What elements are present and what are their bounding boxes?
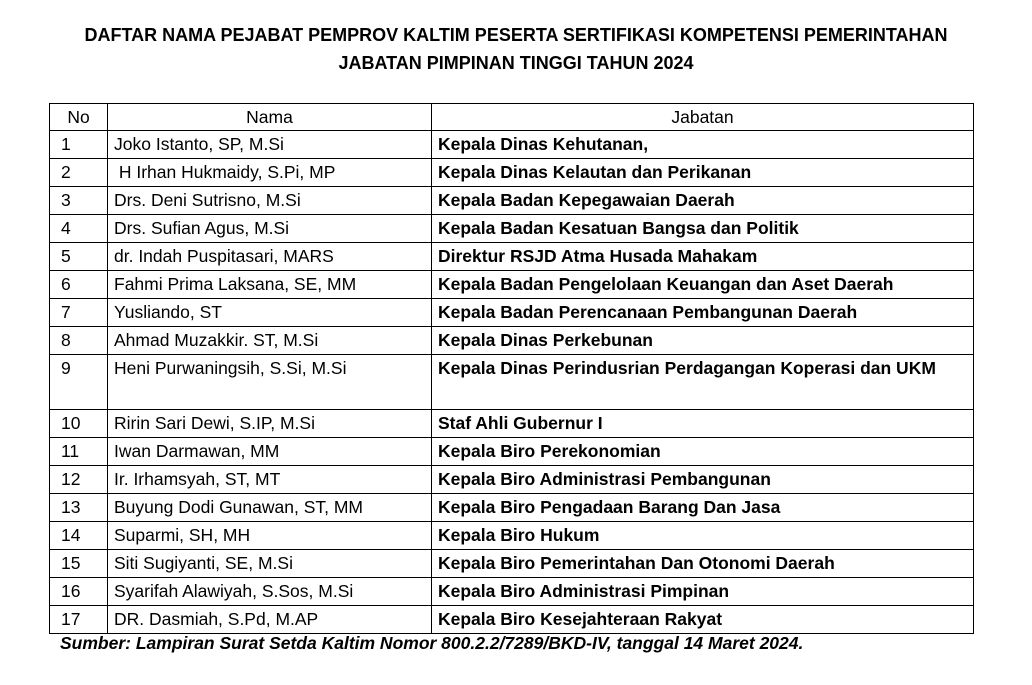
cell-nama: Buyung Dodi Gunawan, ST, MM xyxy=(108,494,432,522)
cell-jabatan: Direktur RSJD Atma Husada Mahakam xyxy=(432,243,974,271)
cell-nama: Ir. Irhamsyah, ST, MT xyxy=(108,466,432,494)
table-row xyxy=(50,243,974,271)
cell-nama: Suparmi, SH, MH xyxy=(108,522,432,550)
title-line-1: DAFTAR NAMA PEJABAT PEMPROV KALTIM PESERTA SERTIFIKASI KOMPETENSI PEMERINTAHAN xyxy=(84,25,948,45)
cell-nama: Syarifah Alawiyah, S.Sos, M.Si xyxy=(108,578,432,606)
header-nama: Nama xyxy=(108,104,432,131)
cell-no: 12 xyxy=(50,466,108,494)
cell-no: 15 xyxy=(50,550,108,578)
cell-no: 17 xyxy=(50,606,108,634)
table-row xyxy=(50,327,974,355)
cell-nama: DR. Dasmiah, S.Pd, M.AP xyxy=(108,606,432,634)
document-title xyxy=(0,21,1032,77)
cell-no: 5 xyxy=(50,243,108,271)
cell-nama: Siti Sugiyanti, SE, M.Si xyxy=(108,550,432,578)
cell-jabatan: Kepala Dinas Kehutanan, xyxy=(432,131,974,159)
cell-jabatan: Kepala Biro Pemerintahan Dan Otonomi Daerah xyxy=(432,550,974,578)
table-row xyxy=(50,299,974,327)
cell-no: 13 xyxy=(50,494,108,522)
cell-nama: Heni Purwaningsih, S.Si, M.Si xyxy=(108,355,432,410)
cell-nama: Fahmi Prima Laksana, SE, MM xyxy=(108,271,432,299)
cell-nama: Yusliando, ST xyxy=(108,299,432,327)
cell-jabatan: Kepala Badan Perencanaan Pembangunan Daerah xyxy=(432,299,974,327)
cell-no: 2 xyxy=(50,159,108,187)
table-row xyxy=(50,131,974,159)
source-note: Sumber: Lampiran Surat Setda Kaltim Nomor 800.2.2/7289/BKD-IV, tanggal 14 Maret 2024. xyxy=(60,633,804,653)
cell-nama: Iwan Darmawan, MM xyxy=(108,438,432,466)
cell-jabatan: Kepala Biro Kesejahteraan Rakyat xyxy=(432,606,974,634)
table-row xyxy=(50,215,974,243)
cell-no: 3 xyxy=(50,187,108,215)
cell-no: 7 xyxy=(50,299,108,327)
cell-nama: Drs. Deni Sutrisno, M.Si xyxy=(108,187,432,215)
cell-nama: H Irhan Hukmaidy, S.Pi, MP xyxy=(108,159,432,187)
cell-jabatan: Kepala Biro Perekonomian xyxy=(432,438,974,466)
table-header-row xyxy=(50,104,974,131)
cell-jabatan: Kepala Biro Administrasi Pimpinan xyxy=(432,578,974,606)
table-row xyxy=(50,187,974,215)
cell-jabatan: Kepala Dinas Perindusrian Perdagangan Koperasi dan UKM xyxy=(432,355,974,410)
cell-jabatan: Kepala Badan Kepegawaian Daerah xyxy=(432,187,974,215)
cell-jabatan: Kepala Biro Pengadaan Barang Dan Jasa xyxy=(432,494,974,522)
table-row xyxy=(50,355,974,410)
cell-no: 8 xyxy=(50,327,108,355)
cell-no: 11 xyxy=(50,438,108,466)
header-jabatan: Jabatan xyxy=(432,104,974,131)
cell-jabatan: Staf Ahli Gubernur I xyxy=(432,410,974,438)
cell-no: 10 xyxy=(50,410,108,438)
cell-nama: Joko Istanto, SP, M.Si xyxy=(108,131,432,159)
cell-nama: dr. Indah Puspitasari, MARS xyxy=(108,243,432,271)
cell-nama: Ahmad Muzakkir. ST, M.Si xyxy=(108,327,432,355)
cell-nama: Drs. Sufian Agus, M.Si xyxy=(108,215,432,243)
title-line-2: JABATAN PIMPINAN TINGGI TAHUN 2024 xyxy=(338,53,694,73)
table-row xyxy=(50,466,974,494)
table-row xyxy=(50,606,974,634)
table-row xyxy=(50,271,974,299)
cell-jabatan: Kepala Biro Hukum xyxy=(432,522,974,550)
table-row xyxy=(50,410,974,438)
cell-nama: Ririn Sari Dewi, S.IP, M.Si xyxy=(108,410,432,438)
table-row xyxy=(50,578,974,606)
cell-no: 14 xyxy=(50,522,108,550)
cell-no: 4 xyxy=(50,215,108,243)
cell-no: 1 xyxy=(50,131,108,159)
cell-jabatan: Kepala Dinas Kelautan dan Perikanan xyxy=(432,159,974,187)
cell-no: 9 xyxy=(50,355,108,410)
cell-no: 6 xyxy=(50,271,108,299)
table-row xyxy=(50,550,974,578)
cell-jabatan: Kepala Badan Kesatuan Bangsa dan Politik xyxy=(432,215,974,243)
cell-jabatan: Kepala Dinas Perkebunan xyxy=(432,327,974,355)
table-row xyxy=(50,159,974,187)
table-row xyxy=(50,438,974,466)
table-row xyxy=(50,494,974,522)
header-no: No xyxy=(50,104,108,131)
officials-table xyxy=(49,103,974,634)
cell-jabatan: Kepala Biro Administrasi Pembangunan xyxy=(432,466,974,494)
table-row xyxy=(50,522,974,550)
cell-no: 16 xyxy=(50,578,108,606)
cell-jabatan: Kepala Badan Pengelolaan Keuangan dan Aset Daerah xyxy=(432,271,974,299)
